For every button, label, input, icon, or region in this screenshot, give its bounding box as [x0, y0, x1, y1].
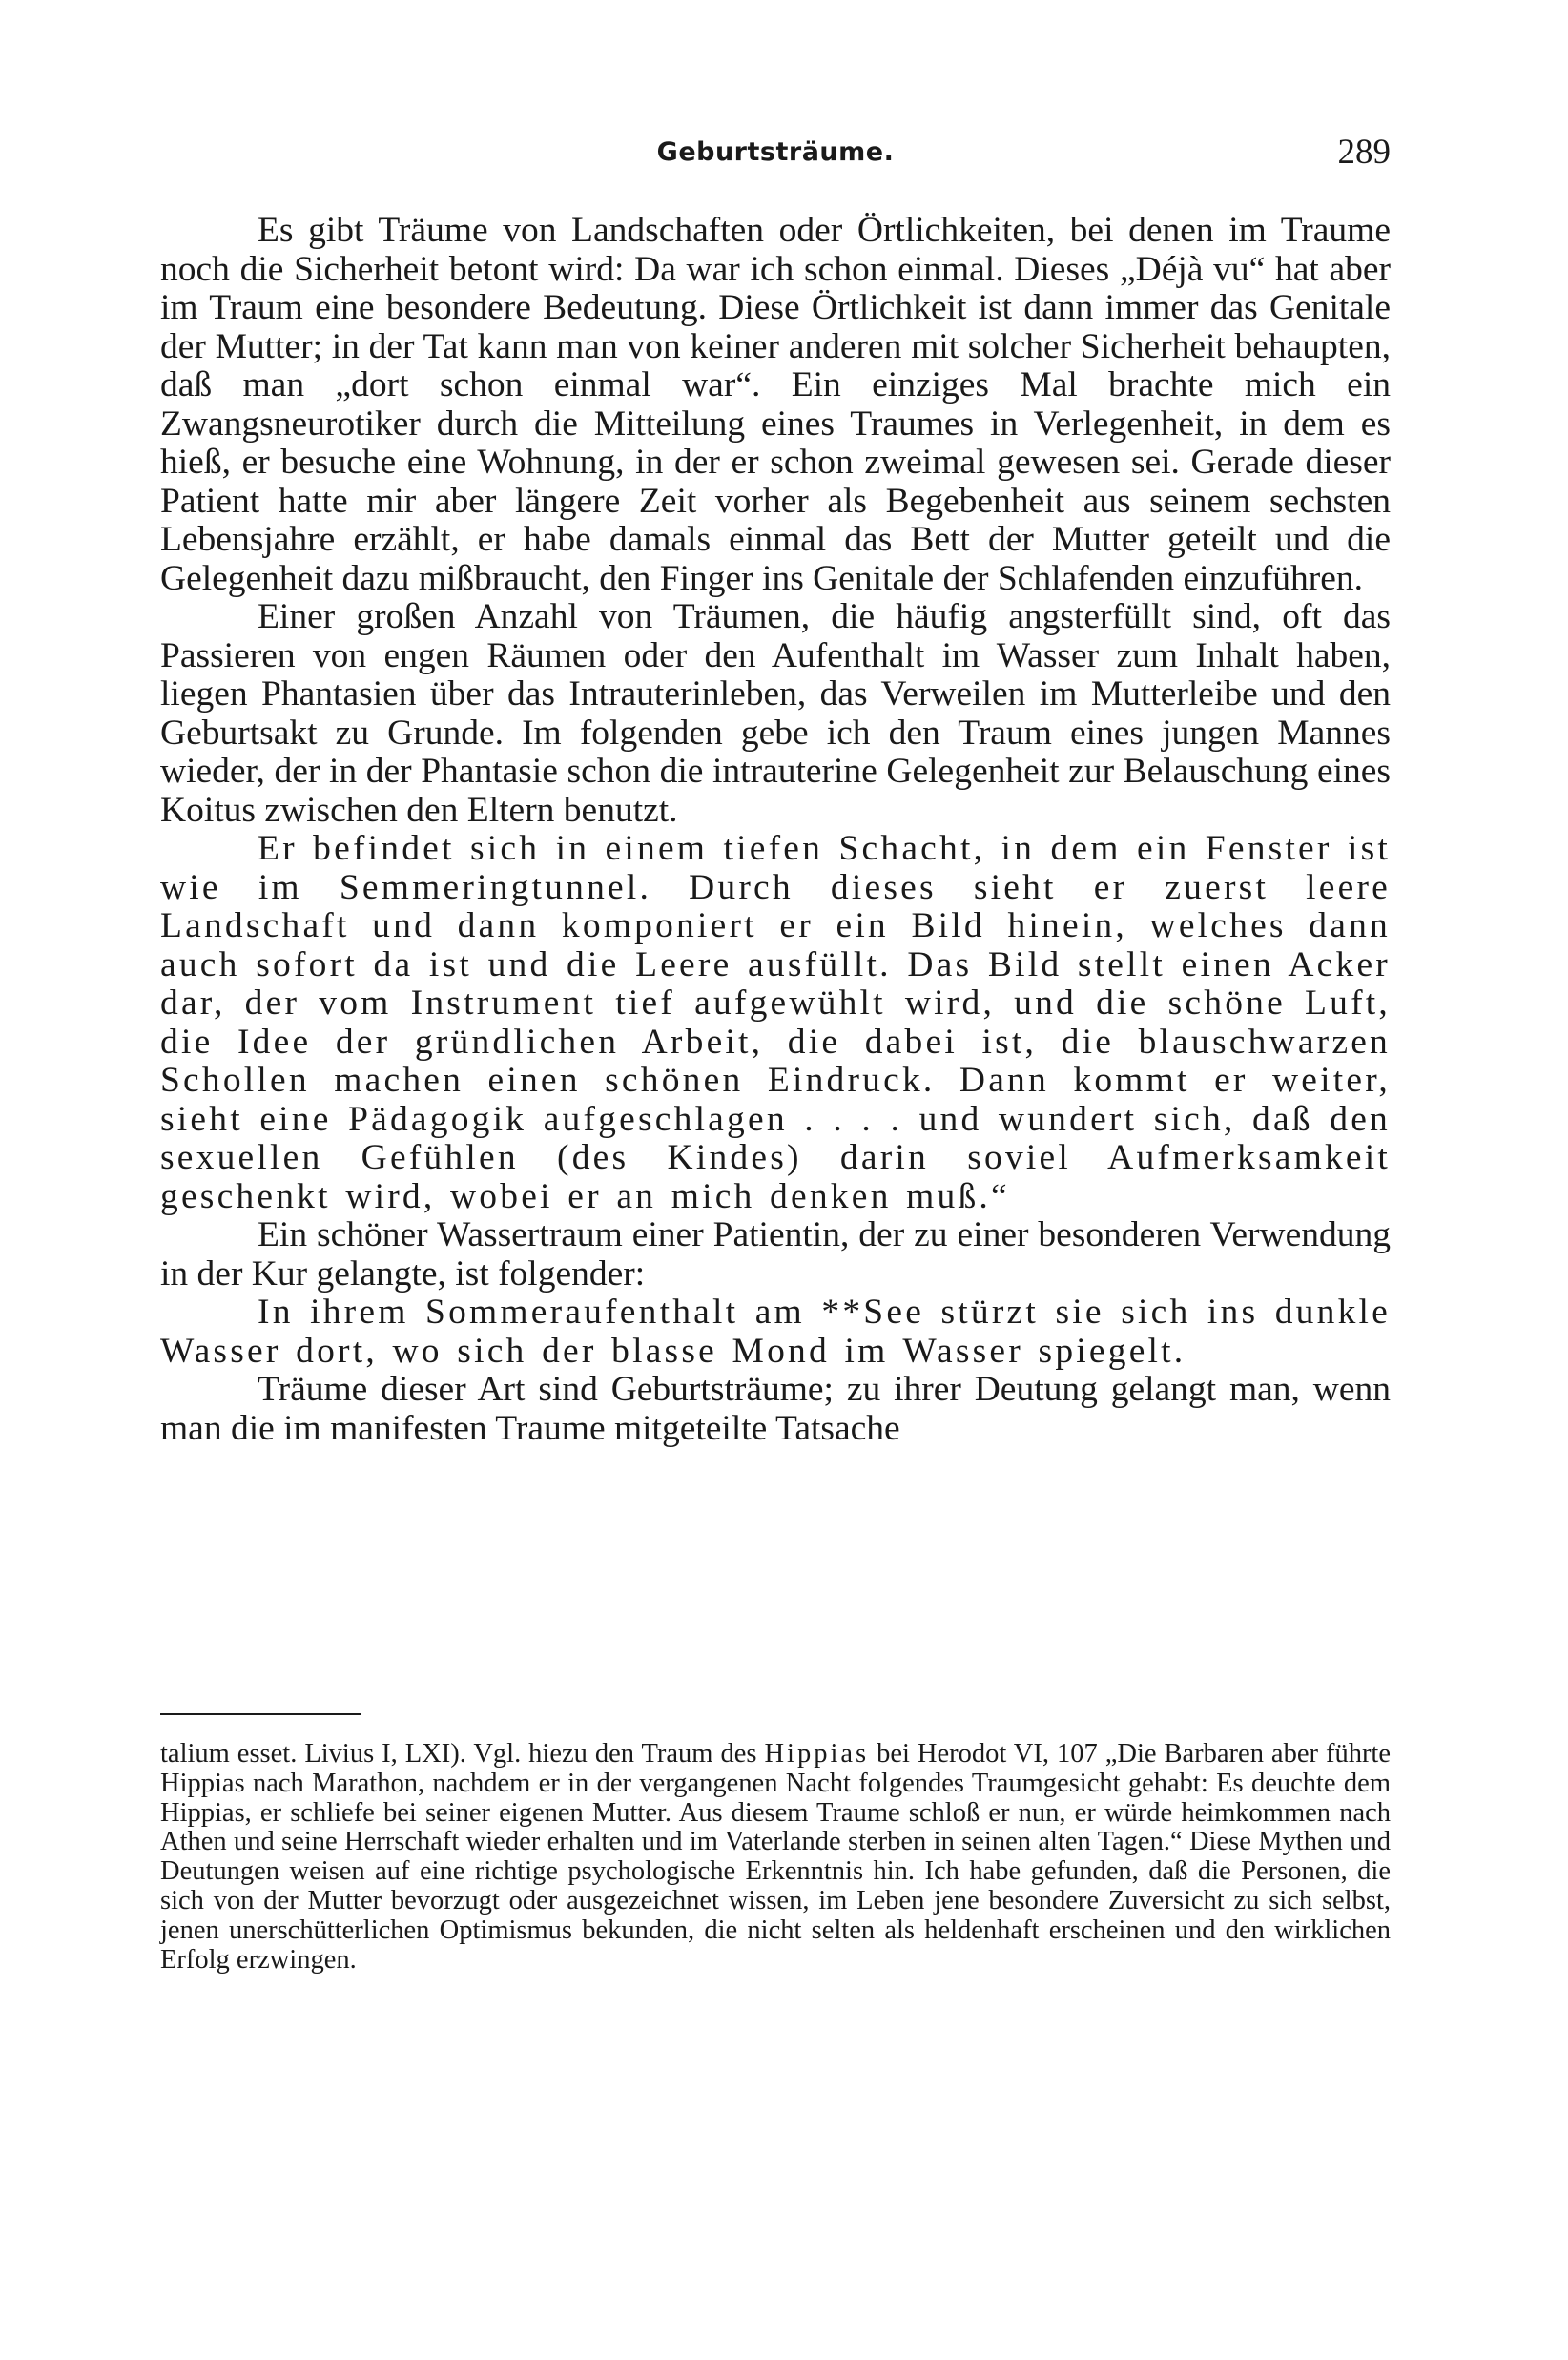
dream-report-shaft: Er befindet sich in einem tiefen Schacht, in dem ein Fenster ist wie im Semmeringtunnel. Durch dieses sieht er zuerst leere Landschaft und dann komponiert er ein Bild hinein, welches dann auch sofort da ist und die Leere ausfüllt. Das Bild stellt einen Acker dar, der vom Instrument tief aufgewühlt wird, und die schöne Luft, die Idee der gründlichen Arbeit, die dabei ist, die blauschwarzen Schollen machen einen schönen Eindruck. Dann kommt er weiter, sieht eine Pädagogik aufgeschlagen . . . . und wundert sich, daß den sexuellen Gefühlen (des Kindes) darin soviel Aufmerksamkeit geschenkt wird, wobei er an mich denken muß.“ [160, 829, 1391, 1216]
paragraph-deja-vu: Es gibt Träume von Landschaften oder Örtlichkeiten, bei denen im Traume noch die Sicherheit betont wird: Da war ich schon einmal. Dieses „Déjà vu“ hat aber im Traum eine besondere Bedeutung. Diese Örtlichkeit ist dann immer das Genitale der Mutter; in der Tat kann man von keiner anderen mit solcher Sicherheit behaupten, daß man „dort schon einmal war“. Ein einziges Mal brachte mich ein Zwangsneurotiker durch die Mitteilung eines Traumes in Verlegenheit, in dem es hieß, er besuche eine Wohnung, in der er schon zweimal gewesen sei. Gerade dieser Patient hatte mir aber längere Zeit vorher als Begebenheit aus seinem sechsten Lebensjahre erzählt, er habe damals einmal das Bett der Mutter geteilt und die Gelegenheit dazu mißbraucht, den Finger ins Genitale der Schlafenden einzuführen. [160, 211, 1391, 598]
footnote-text-start: talium esset. Livius I, LXI). Vgl. hiezu den Traum des [160, 1739, 757, 1769]
footnote-text-end: bei Herodot VI, 107 „Die Barbaren aber führte Hippias nach Marathon, nachdem er in der vergangenen Nacht folgendes Traumgesicht gehabt: Es deuchte dem Hippias, er schliefe bei seiner eigenen Mutter. Aus diesem Traume schloß er nun, er würde heimkommen nach Athen und seine Herrschaft wieder erhalten und im Vaterlande sterben in seinen alten Tagen.“ Diese Mythen und Deutungen weisen auf eine richtige psychologische Erkenntnis hin. Ich habe gefunden, daß die Personen, die sich von der Mutter bevorzugt oder ausgezeichnet wissen, im Leben jene besondere Zuversicht zu sich selbst, jenen unerschütterlichen Optimismus bekunden, die nicht selten als heldenhaft erscheinen und den wirklichen Erfolg erzwingen. [160, 1739, 1392, 1975]
paragraph-birth-dreams: Träume dieser Art sind Geburtsträume; zu ihrer Deutung gelangt man, wenn man die im manifesten Traume mitgeteilte Tatsache [160, 1370, 1391, 1448]
main-text [160, 212, 1391, 1448]
paragraph-water-dream-intro: Ein schöner Wassertraum einer Patientin, der zu einer besonderen Verwendung in der Kur gelangte, ist folgender: [160, 1215, 1391, 1294]
page-header [160, 132, 1391, 179]
footnote-divider [160, 1713, 361, 1715]
footnote [160, 1740, 1391, 1975]
paragraph-intrauterine: Einer großen Anzahl von Träumen, die häufig angsterfüllt sind, oft das Passieren von engen Räumen oder den Aufenthalt im Wasser zum Inhalt haben, liegen Phantasien über das Intrauterinleben, das Verweilen im Mutterleibe und den Geburtsakt zu Grunde. Im folgenden gebe ich den Traum eines jungen Mannes wieder, der in der Phantasie schon die intrauterine Gelegenheit zur Belauschung eines Koitus zwischen den Eltern benutzt. [160, 597, 1391, 830]
page-number: 289 [1337, 133, 1391, 172]
footnote-name-hippias: Hippias [764, 1739, 870, 1769]
dream-report-lake: In ihrem Sommeraufenthalt am **See stürzt sie sich ins dunkle Wasser dort, wo sich der blasse Mond im Wasser spiegelt. [160, 1293, 1391, 1371]
running-head: Geburtsträume. [656, 137, 895, 167]
